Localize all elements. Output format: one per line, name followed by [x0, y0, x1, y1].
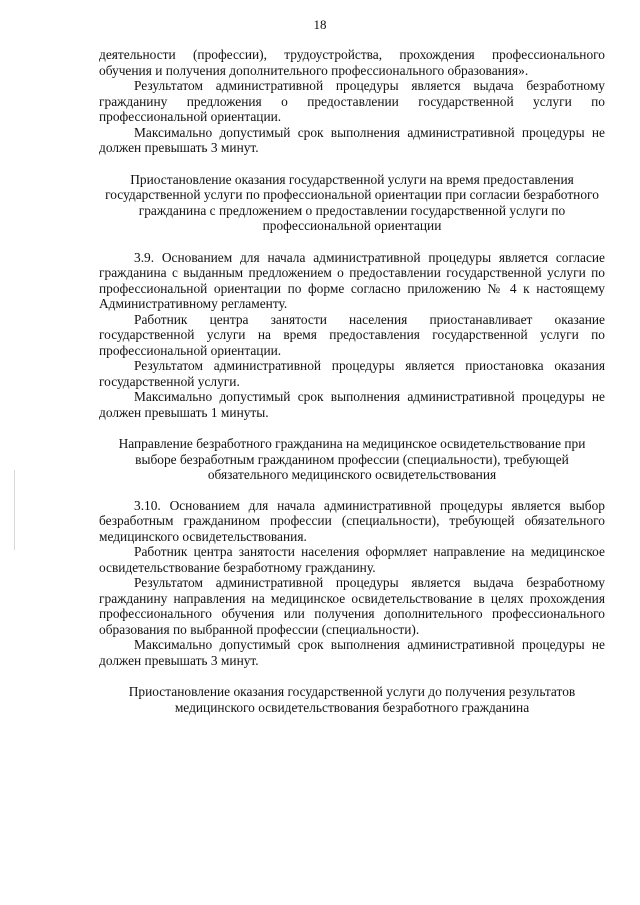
section-heading-medical-referral: Направление безработного гражданина на медицинское освидетельствование при выборе безработным гражданином профессии (специальности), требующей обязательного медицинского освидетельствования [118, 436, 586, 482]
page-number: 18 [313, 17, 327, 32]
scan-edge-mark [14, 470, 15, 550]
paragraph-max-time-3min-2: Максимально допустимый срок выполнения административной процедуры не должен превышать 3 минут. [99, 637, 605, 668]
paragraph-max-time-3min: Максимально допустимый срок выполнения административной процедуры не должен превышать 3 минут. [99, 124, 605, 155]
paragraph-3-10-basis: 3.10. Основанием для начала административной процедуры является выбор безработным гражданином профессии (специальности), требующей обязательного медицинского освидетельствования. [99, 497, 605, 544]
section-heading-suspension-orientation: Приостановление оказания государственной услуги на время предоставления государственной услуги по профессиональной ориентации при согласии безработного гражданина с предложением о предоставлении государственной услуги по профессиональной ориентации [105, 171, 599, 233]
document-body [99, 47, 605, 715]
paragraph-max-time-1min: Максимально допустимый срок выполнения административной процедуры не должен превышать 1 минуты. [99, 389, 605, 420]
paragraph-worker-issues-referral: Работник центра занятости населения оформляет направление на медицинское освидетельствование безработному гражданину. [99, 544, 605, 575]
paragraph-result-offer: Результатом административной процедуры является выдача безработному гражданину предложения о предоставлении государственной услуги по профессиональной ориентации. [99, 78, 605, 124]
paragraph-result-suspension: Результатом административной процедуры является приостановка оказания государственной услуги. [99, 358, 605, 389]
paragraph-worker-suspends: Работник центра занятости населения приостанавливает оказание государственной услуги на время предоставления государственной услуги по профессиональной ориентации. [99, 311, 605, 358]
paragraph-result-referral: Результатом административной процедуры является выдача безработному гражданину направления на медицинское освидетельствование в целях прохождения профессионального обучения или получения дополнительного профессионального образования по выбранной профессии (специальности). [99, 575, 605, 637]
paragraph-3-9-basis: 3.9. Основанием для начала административной процедуры является согласие гражданина с выданным предложением о предоставлении государственной услуги по профессиональной ориентации по форме согласно приложению № 4 к настоящему Административному регламенту. [99, 249, 605, 311]
section-heading-suspension-medical: Приостановление оказания государственной услуги до получения результатов медицинского освидетельствования безработного гражданина [128, 684, 576, 715]
paragraph-continuation: деятельности (профессии), трудоустройства, прохождения профессионального обучения и получения дополнительного профессионального образования». [99, 47, 605, 78]
